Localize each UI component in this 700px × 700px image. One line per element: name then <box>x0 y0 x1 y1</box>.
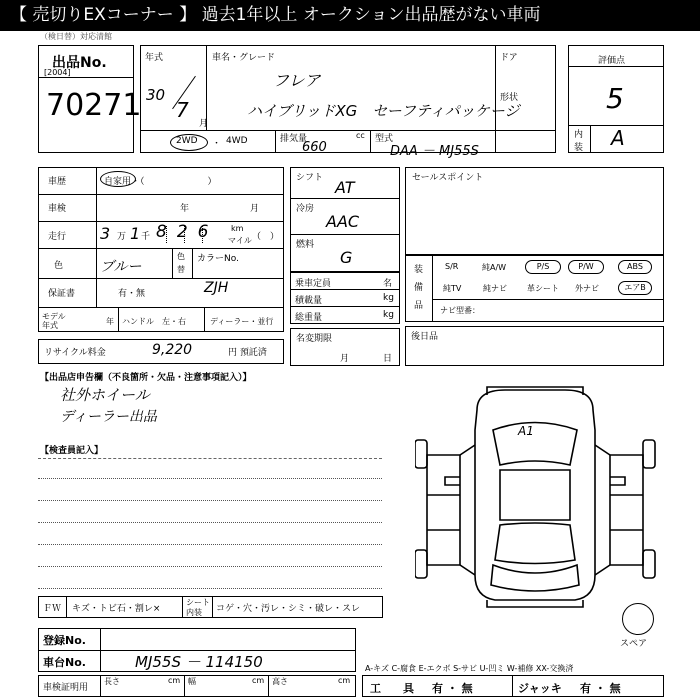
name-change-month: 月 <box>340 354 350 364</box>
inspection-month: 月 <box>250 204 260 214</box>
model-year-unit: 年 <box>106 317 114 326</box>
load-label: 積載量 <box>295 296 323 306</box>
equip-label-1: 装 <box>414 265 424 275</box>
shift-label: シフト <box>296 173 324 183</box>
dealer-label: ディーラー・並行 <box>210 317 274 326</box>
car-left-side <box>427 455 460 565</box>
weight-label: 総重量 <box>295 313 323 323</box>
spare-label: スペア <box>620 639 648 649</box>
mileage-paren: （ ） <box>252 232 280 242</box>
rear-items-box <box>405 326 664 366</box>
interior-value: A <box>611 126 625 150</box>
model-code-label: 型式 <box>375 134 394 144</box>
year-label: 年式 <box>145 53 164 63</box>
tools-value: 有 ・ 無 <box>432 682 473 695</box>
interior-label-2: 装 <box>574 143 584 153</box>
mileage-mile: マイル <box>228 236 252 245</box>
displacement-unit: cc <box>356 131 365 140</box>
drive-2wd: 2WD <box>176 136 198 146</box>
equip-sr: S/R <box>445 262 459 271</box>
year-value: 30 <box>146 86 166 104</box>
inspector-label: 【検査員記入】 <box>40 446 104 456</box>
name-change-day: 日 <box>383 354 393 364</box>
fuel-value: G <box>340 248 353 267</box>
car-name: フレア <box>273 71 321 90</box>
tools-label: 工 具 <box>370 682 414 695</box>
top-note: （検日替）対応清館 <box>40 32 112 41</box>
displacement-value: 660 <box>302 140 327 155</box>
cert-height-unit: cm <box>338 676 351 685</box>
cooler-label: 冷房 <box>296 204 315 214</box>
equip-pw: P/W <box>568 260 604 274</box>
equip-tv: 純TV <box>443 284 462 293</box>
mileage-sen: 1 <box>130 224 141 243</box>
drive-sep: ・ <box>212 139 222 149</box>
car-damage-diagram[interactable] <box>415 385 660 610</box>
seat-label-1: シート <box>186 598 210 607</box>
recycle-label: リサイクル料金 <box>44 348 106 358</box>
warranty-value: 有・無 <box>118 289 146 299</box>
banner-title: 【 売切りEXコーナー 】 過去1年以上 オークション出品歴がない車両 <box>0 0 700 31</box>
equip-ext-navi: 外ナビ <box>575 284 599 293</box>
drive-4wd: 4WD <box>226 136 248 146</box>
color-change-1: 色 <box>177 252 185 261</box>
model-year-label-1: モデル <box>42 312 66 321</box>
score-label: 評価点 <box>598 56 626 66</box>
car-grade: ハイブリッドXG セーフティパッケージ <box>247 102 520 120</box>
cert-width: 幅 <box>188 677 196 686</box>
load-unit: kg <box>383 293 394 303</box>
lot-label: 出品No. <box>52 55 107 71</box>
car-name-label: 車名・グレード <box>212 53 276 63</box>
equip-leather: 革シート <box>527 284 559 293</box>
notes-line-2: ディーラー出品 <box>60 409 157 425</box>
history-label: 車歴 <box>48 177 67 187</box>
history-circle <box>100 171 136 187</box>
weight-unit: kg <box>383 310 394 320</box>
fw-value: キズ・トビ石・割レ× <box>72 604 161 614</box>
equip-label-3: 品 <box>414 301 424 311</box>
capacity-label: 乗車定員 <box>295 279 332 289</box>
chassis-label: 車台No. <box>43 656 86 669</box>
color-value: ブルー <box>100 259 142 275</box>
notes-line-1: 社外ホイール <box>60 386 150 404</box>
handle-label: ハンドル 左・右 <box>122 317 186 326</box>
equip-label-2: 備 <box>414 283 424 293</box>
warranty-label: 保証書 <box>48 289 76 299</box>
door-label: ドア <box>500 53 518 63</box>
color-no-label: カラーNo. <box>197 254 239 264</box>
lot-year: [2004] <box>44 68 71 77</box>
color-change-2: 替 <box>177 265 185 274</box>
mileage-label: 走行 <box>48 232 67 242</box>
month-unit: 月 <box>199 119 209 129</box>
color-label: 色 <box>54 261 64 271</box>
cooler-value: AAC <box>326 212 360 231</box>
equip-ps: P/S <box>525 260 561 274</box>
inspection-label: 車検 <box>48 204 67 214</box>
mileage-unit: km <box>231 224 244 233</box>
chassis-value: MJ55S － 114150 <box>135 653 263 671</box>
damage-legend: A-キズ C-腐食 E-エクボ S-サビ U-凹ミ W-補修 XX-交換済 <box>365 664 574 673</box>
car-right-side <box>610 455 643 565</box>
model-code-value: DAA － MJ55S <box>390 144 479 159</box>
jack-label: ジャッキ <box>518 682 562 695</box>
mileage-man-unit: 万 <box>117 232 127 242</box>
inspection-year: 年 <box>180 204 190 214</box>
history-value: 自家用・（ ） <box>104 177 217 187</box>
cert-label: 車検証明用 <box>43 683 89 693</box>
capacity-unit: 名 <box>383 279 393 289</box>
recycle-unit: 円 預託済 <box>228 348 267 358</box>
fuel-label: 燃料 <box>296 240 315 250</box>
cert-length: 長さ <box>104 677 120 686</box>
fw-label: ＦＷ <box>43 604 62 614</box>
equip-airbag: エアB <box>618 281 652 295</box>
seat-label-2: 内装 <box>186 608 202 617</box>
reg-label: 登録No. <box>43 634 86 647</box>
equip-alloy: 純A/W <box>482 263 507 272</box>
recycle-value: 9,220 <box>152 342 193 358</box>
car-windshield <box>493 423 577 466</box>
model-year-label-2: 年式 <box>42 321 58 330</box>
interior-label-1: 内 <box>574 130 584 140</box>
damage-mark: A1 <box>518 424 534 438</box>
lot-number: 70271 <box>46 88 142 123</box>
cert-width-unit: cm <box>252 676 265 685</box>
score-value: 5 <box>606 82 624 115</box>
displacement-label: 排気量 <box>280 134 308 144</box>
seat-value: コゲ・穴・汚レ・シミ・破レ・スレ <box>216 604 361 614</box>
cert-height: 高さ <box>272 677 288 686</box>
rear-items-label: 後日品 <box>411 332 439 342</box>
mileage-rest: 826 <box>156 222 219 242</box>
shift-value: AT <box>335 178 355 197</box>
car-rear-window <box>495 523 575 564</box>
jack-value: 有 ・ 無 <box>580 682 621 695</box>
sales-label: セールスポイント <box>412 173 484 183</box>
navi-model-label: ナビ型番： <box>440 306 480 315</box>
spare-tire-icon <box>622 603 654 635</box>
cert-length-unit: cm <box>168 676 181 685</box>
mileage-man: 3 <box>100 224 111 243</box>
notes-label: 【出品店申告欄（不良箇所・欠品・注意事項記入）】 <box>40 373 252 383</box>
shape-label: 形状 <box>500 93 519 103</box>
color-no-value: ZJH <box>204 280 229 296</box>
month-value: 7 <box>176 98 189 122</box>
name-change-label: 名変期限 <box>296 334 333 344</box>
mileage-sen-unit: 千 <box>141 232 151 242</box>
equip-navi: 純ナビ <box>483 284 507 293</box>
equip-abs: ABS <box>618 260 652 274</box>
